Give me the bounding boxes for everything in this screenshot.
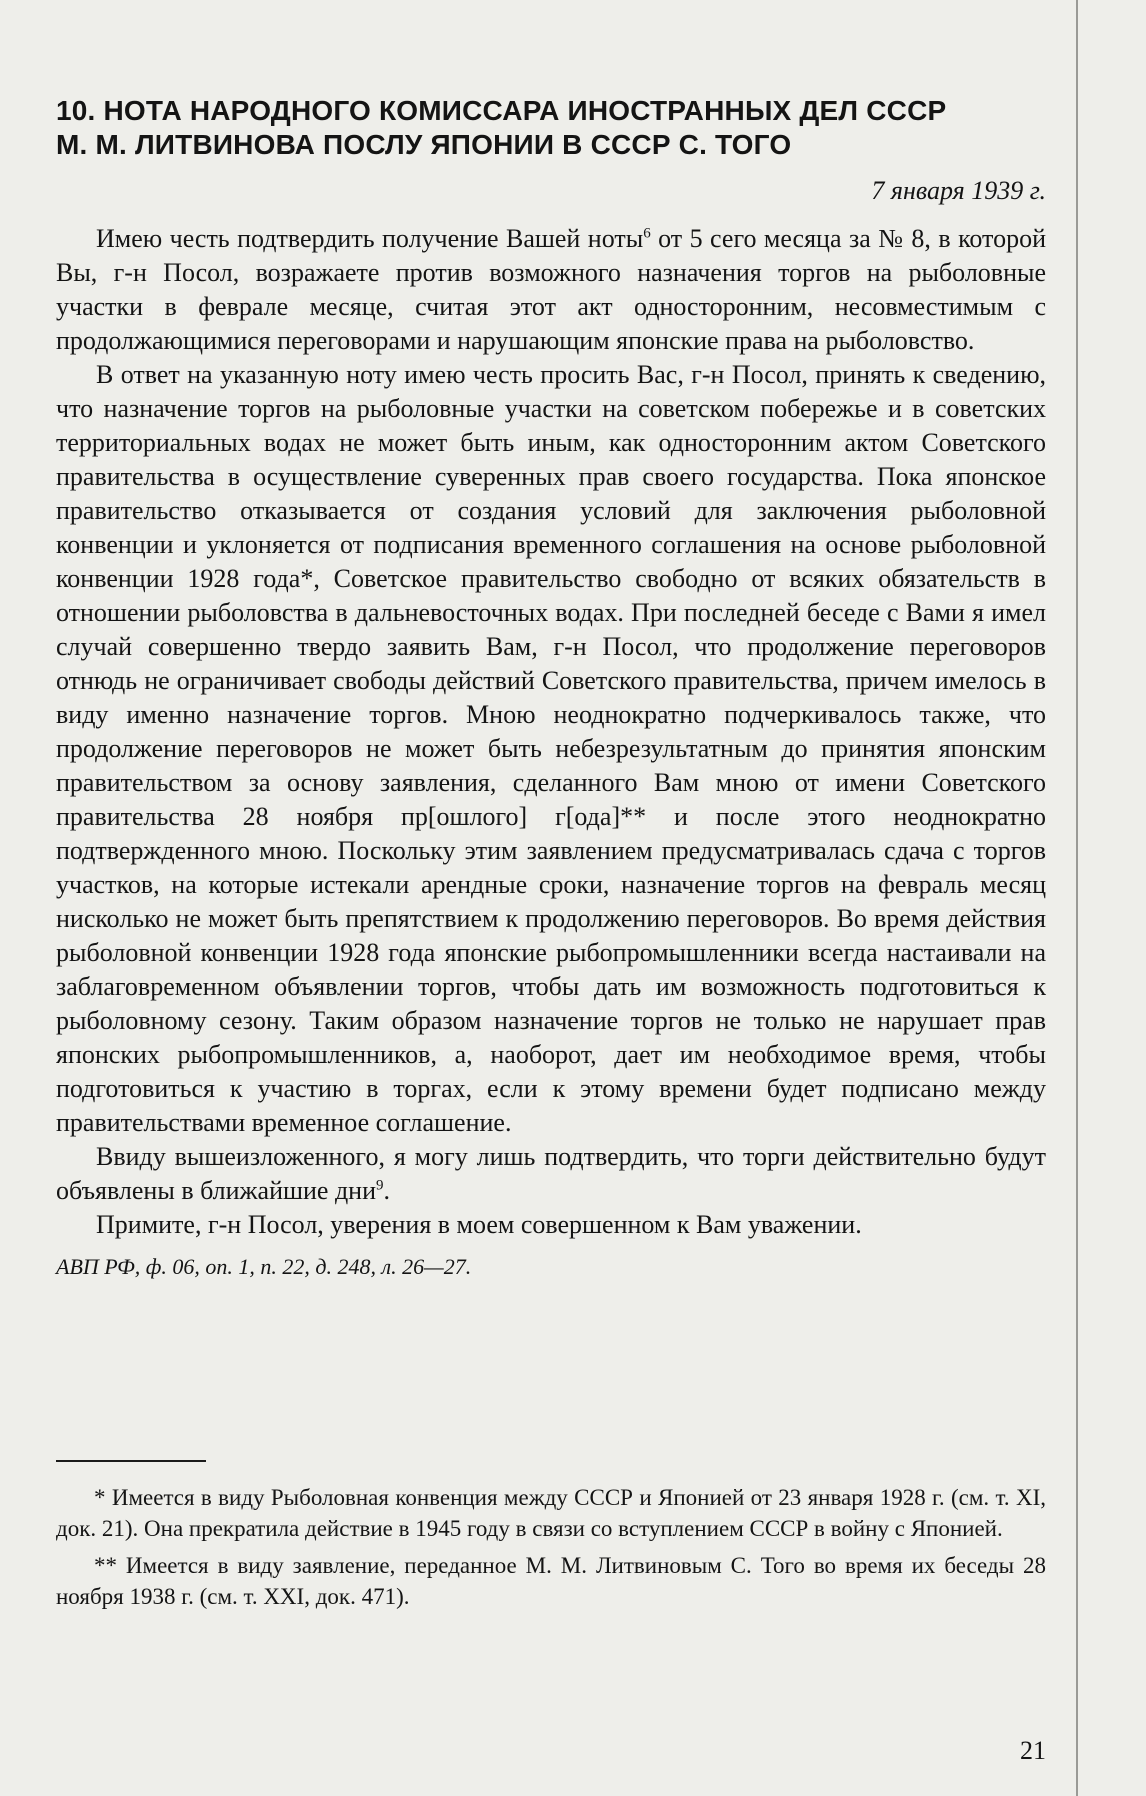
document-body <box>56 222 1046 1242</box>
footnote-2: ** Имеется в виду заявление, переданное М. М. Литвиновым С. Того во время их беседы 28 ноября 1938 г. (см. т. XXI, док. 471). <box>56 1553 1046 1609</box>
heading-line-1: 10. НОТА НАРОДНОГО КОМИССАРА ИНОСТРАННЫХ ДЕЛ СССР <box>56 95 947 126</box>
paragraph-4: Примите, г-н Посол, уверения в моем совершенном к Вам уважении. <box>96 1210 862 1239</box>
paragraph-3-text-b: . <box>383 1176 391 1205</box>
paragraph-1 <box>56 222 1046 358</box>
page-number: 21 <box>1020 1736 1046 1765</box>
page-edge-line <box>1076 0 1078 1796</box>
document-date: 7 января 1939 г. <box>871 176 1046 205</box>
footnote-ref-9: 9 <box>376 1177 384 1194</box>
archive-source: АВП РФ, ф. 06, оп. 1, п. 22, д. 248, л. 26—27. <box>56 1254 472 1279</box>
footnote-1: * Имеется в виду Рыболовная конвенция между СССР и Японией от 23 января 1928 г. (см. т. XI, док. 21). Она прекратила действие в 1945 году в связи со вступлением СССР в войну с Японией. <box>56 1485 1046 1541</box>
paragraph-3 <box>56 1140 1046 1208</box>
footnotes <box>56 1482 1046 1612</box>
document-heading <box>56 94 1046 162</box>
paragraph-3-text-a: Ввиду вышеизложенного, я могу лишь подтвердить, что торги действительно будут объявлены в ближайшие дни <box>56 1142 1046 1205</box>
footnote-ref-6: 6 <box>643 225 651 242</box>
footnote-divider <box>56 1460 206 1462</box>
paragraph-1-text-b: от 5 сего месяца за № 8, в которой Вы, г-н Посол, возражаете против возможного назначения торгов на рыболовные участки в феврале месяце, считая этот акт односторонним, несовместимым с продолжающимися переговорами и нарушающим японские права на рыболовство. <box>56 224 1046 355</box>
paragraph-2: В ответ на указанную ноту имею честь просить Вас, г-н Посол, принять к сведению, что назначение торгов на рыболовные участки на советском побережье и в советских территориальных водах не может быть иным, как односторонним актом Советского правительства в осуществление суверенных прав своего государства. Пока японское правительство отказывается от создания условий для заключения рыболовной конвенции и уклоняется от подписания временного соглашения на основе рыболовной конвенции 1928 года*, Советское правительство свободно от всяких обязательств в отношении рыболовства в дальневосточных водах. При последней беседе с Вами я имел случай совершенно твердо заявить Вам, г-н Посол, что продолжение переговоров отнюдь не ограничивает свободы действий Советского правительства, причем имелось в виду именно назначение торгов. Мною неоднократно подчеркивалось также, что продолжение переговоров не может быть небезрезультатным до принятия японским правительством за основу заявления, сделанного Вам мною от имени Советского правительства 28 ноября пр[ошлого] г[ода]** и после этого неоднократно подтвержденного мною. Поскольку этим заявлением предусматривалась сдача с торгов участков, на которые истекали арендные сроки, назначение торгов на февраль месяц нисколько не может быть препятствием к продолжению переговоров. Во время действия рыболовной конвенции 1928 года японские рыбопромышленники всегда настаивали на заблаговременном объявлении торгов, чтобы дать им возможность подготовиться к рыболовному сезону. Таким образом назначение торгов не только не нарушает прав японских рыбопромышленников, а, наоборот, дает им необходимое время, чтобы подготовиться к участию в торгах, если к этому времени будет подписано между правительствами временное соглашение. <box>56 360 1046 1137</box>
heading-line-2: М. М. ЛИТВИНОВА ПОСЛУ ЯПОНИИ В СССР С. ТОГО <box>56 129 792 160</box>
paragraph-1-text-a: Имею честь подтвердить получение Вашей ноты <box>96 224 644 253</box>
